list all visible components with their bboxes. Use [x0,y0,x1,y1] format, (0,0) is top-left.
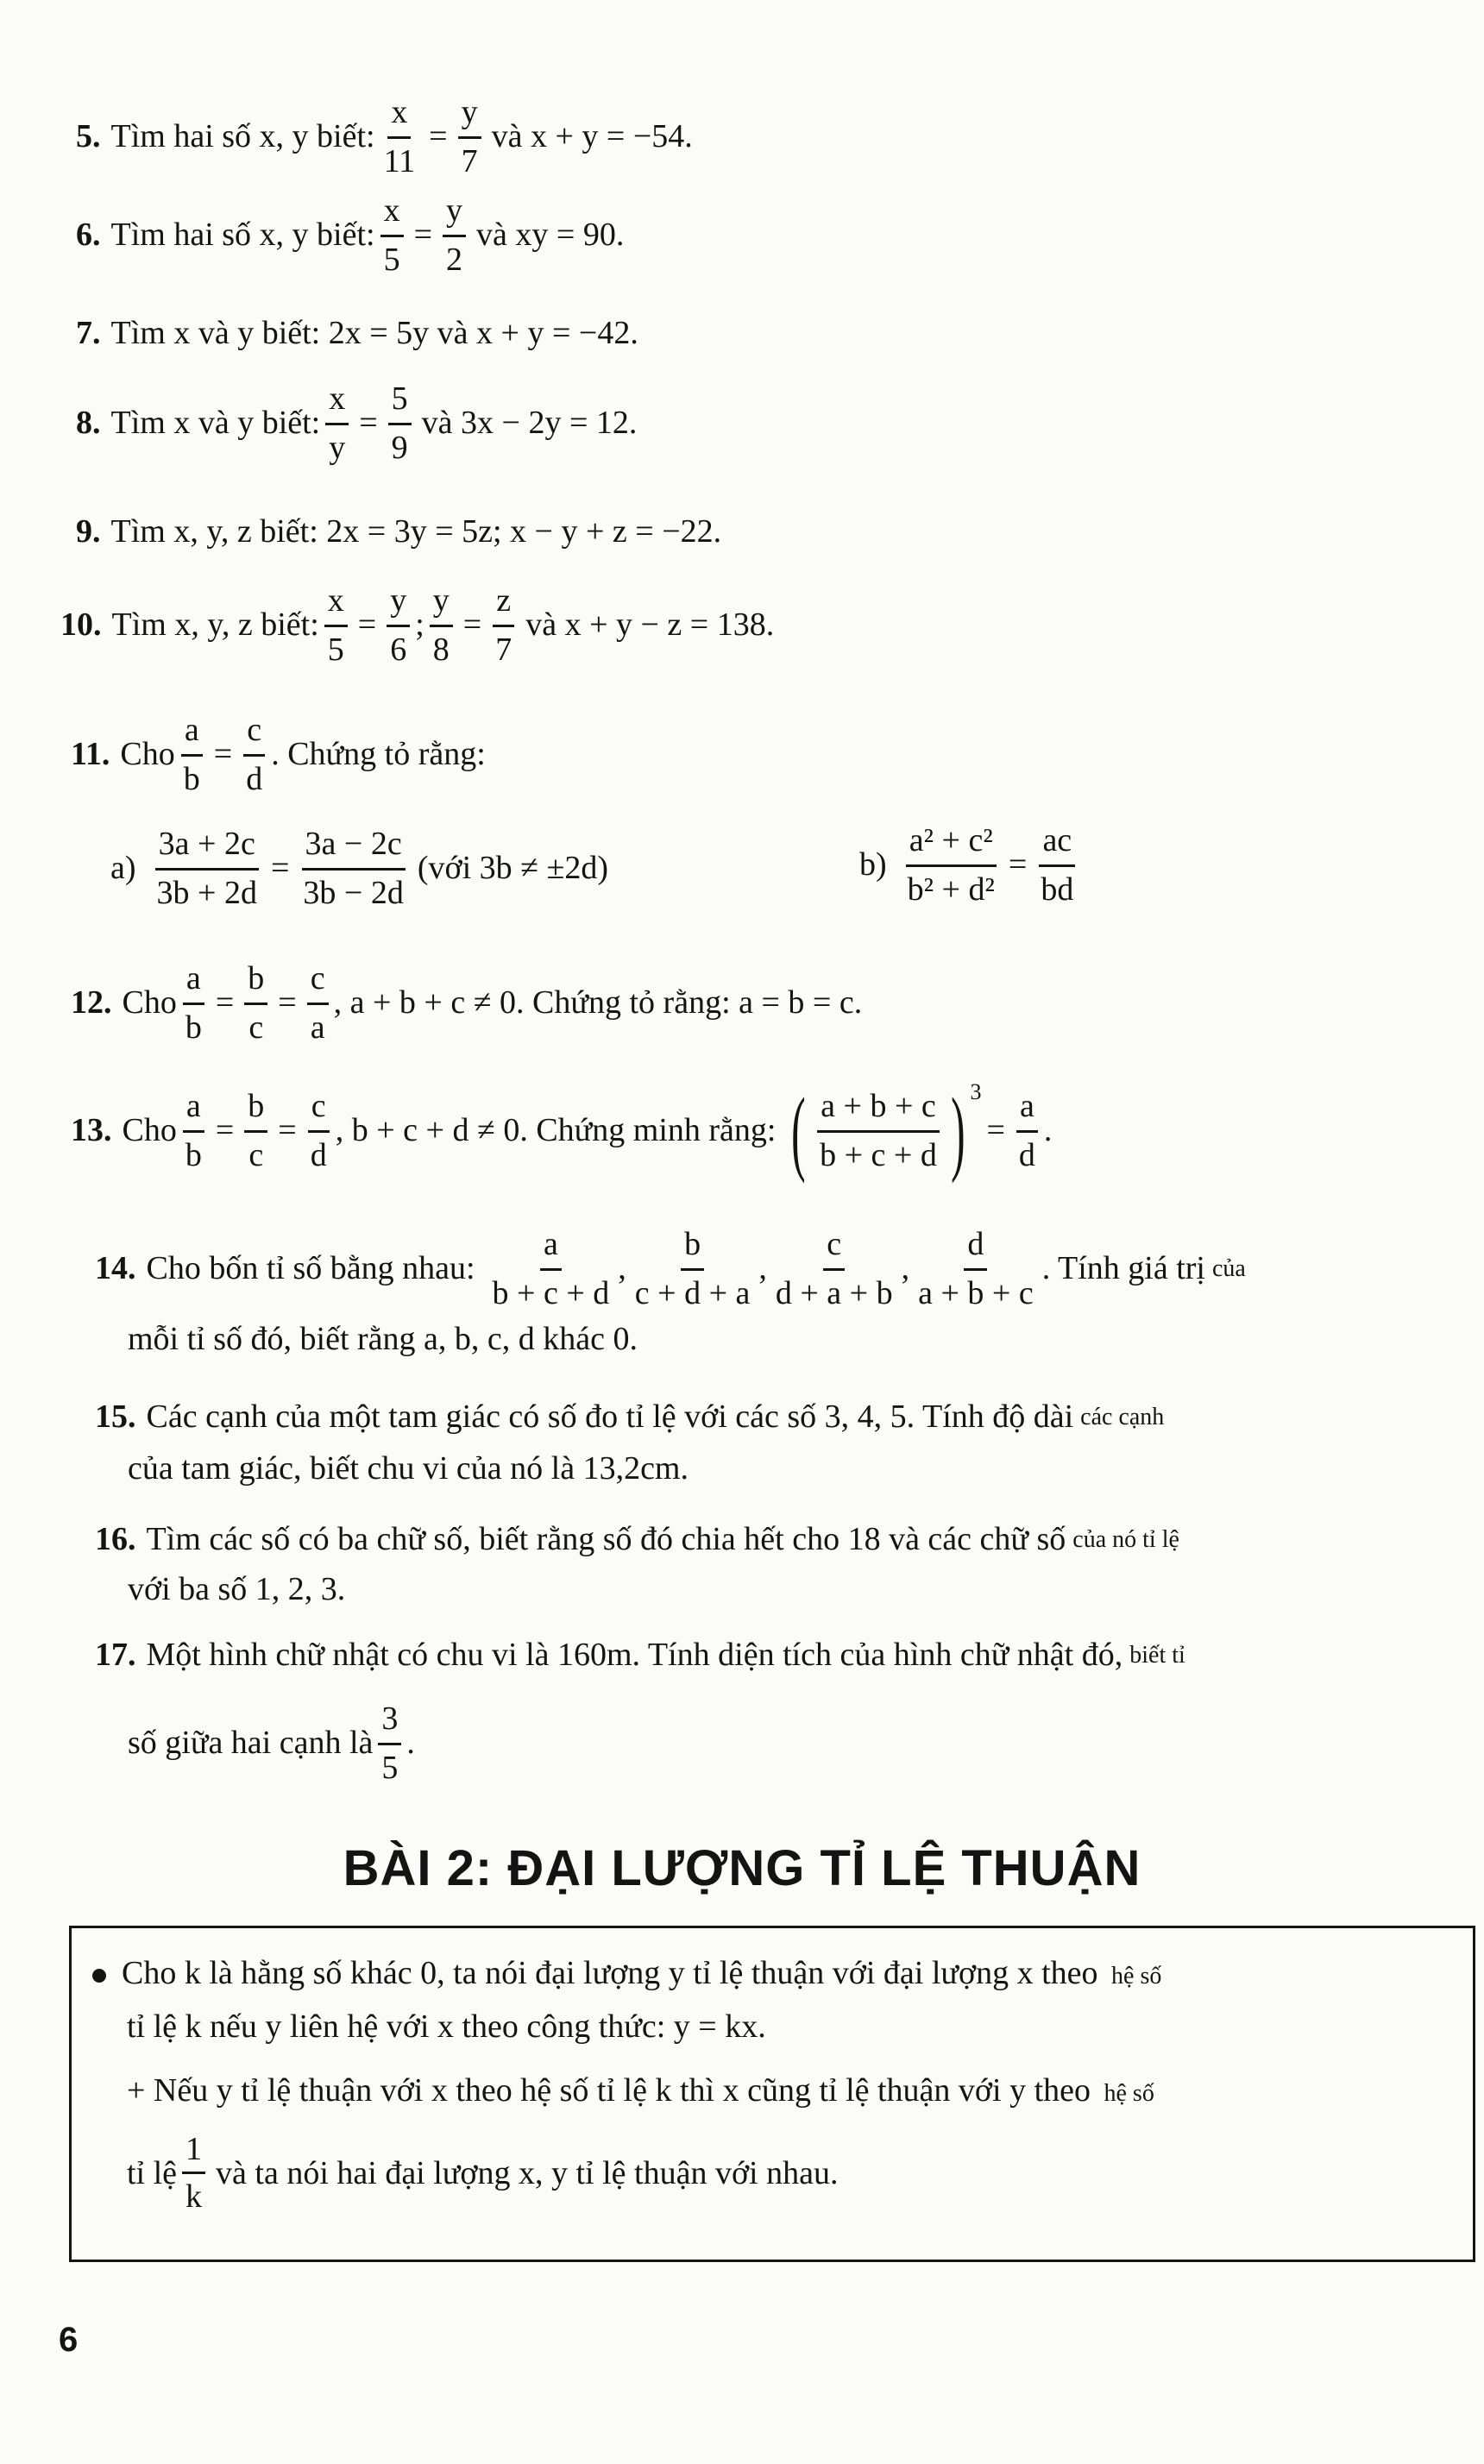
fraction: $\frac{x}{11}$ [383,94,416,179]
problem-tail: . Chứng tỏ rằng: [271,736,486,773]
note-line1: + Nếu y tỉ lệ thuận với x theo hệ số tỉ lệ k thì x cũng tỉ lệ thuận với y theo hệ số [127,2072,1154,2109]
fraction: $\frac{a + b + c}{b + c + d}$ [816,1087,940,1175]
fraction: $\frac{y}{7}$ [458,93,481,181]
sub-label: a) [110,850,136,887]
problem-number: 5. [76,118,101,155]
fraction: $\frac{b}{c}$ [244,1087,267,1175]
problem-7 [76,314,1484,354]
fraction: $\frac{3a - 2c}{3b - 2d}$ [303,826,404,911]
problem-number: 8. [76,405,101,442]
bullet-icon [92,1969,106,1983]
fraction: $\frac{x}{y}$ [325,380,349,468]
problem-tail: và xy = 90. [476,217,625,254]
fraction: $\frac{y}{6}$ [387,581,410,669]
problem-tail: và 3x − 2y = 12. [421,405,638,442]
problem-16-line2: với ba số 1, 2, 3. [128,1571,346,1607]
fraction: $\frac{d}{a + b + c}$ [918,1226,1034,1311]
problem-17-line2: số giữa hai cạnh là $\frac{3}{5}$ . [128,1700,1484,1788]
bullet-1-line2: tỉ lệ k nếu y liên hệ với x theo công thức: y = kx. [127,2008,766,2045]
right-paren: ) [950,1078,965,1184]
problem-11b: b) $\frac{\text{a² + c²}}{\text{b² + d²}}$ = $\frac{ac}{bd}$ [859,821,1082,909]
condition: (với 3b ≠ ±2d) [417,850,609,887]
fraction: $\frac{3a + 2c}{3b + 2d}$ [156,826,257,911]
problem-number: 10. [60,607,102,644]
problem-number: 17. [95,1637,136,1673]
problem-15-line2: của tam giác, biết chu vi của nó là 13,2cm. [128,1450,689,1487]
problem-11a: a) $\frac{3a + 2c}{3b + 2d}$ = $\frac{3a - 2c}{3b - 2d}$ (với 3b ≠ ±2d) [110,825,613,913]
problem-16: 16. Tìm các số có ba chữ số, biết rằng số đó chia hết cho 18 và các chữ số của nó tỉ lệ [95,1520,1484,1560]
fraction: $\frac{a}{d}$ [1016,1087,1039,1175]
definition-box [69,1926,1475,2262]
fraction: $\frac{b}{c}$ [244,959,267,1047]
problem-number: 15. [95,1399,136,1435]
problem-number: 9. [76,513,101,550]
fraction: $\frac{1}{k}$ [182,2130,205,2216]
problem-text: Tìm x và y biết: [110,405,321,442]
section-title: BÀI 2: ĐẠI LƯỢNG TỈ LỆ THUẬN [343,1840,1141,1896]
bullet-1-line1: Cho k là hằng số khác 0, ta nói đại lượng y tỉ lệ thuận với đại lượng x theo hệ số [92,1954,1161,1992]
problem-10: 10. Tìm x, y, z biết: $\frac{x}{5}$ = $\frac{y}{6}$ ; $\frac{y}{8}$ = $\frac{z}{7}$ và x + y − z = 138. [60,581,1484,669]
problem-8: 8. Tìm x và y biết: $\frac{x}{y}$ = $\frac{5}{9}$ và 3x − 2y = 12. [76,380,1484,468]
problem-text: Tìm hai số x, y biết: [110,118,375,155]
problem-number: 12. [71,984,112,1021]
problem-text: Tìm x, y, z biết: 2x = 3y = 5z; x − y + z = −22. [110,513,722,550]
fraction: $\frac{y}{8}$ [430,581,453,669]
problem-text: Tìm hai số x, y biết: [110,217,375,254]
note-line2: tỉ lệ $\frac{1}{k}$ và ta nói hai đại lượng x, y tỉ lệ thuận với nhau. [127,2131,839,2215]
fraction: $\frac{ac}{bd}$ [1041,822,1074,908]
fraction: $\frac{c}{d}$ [242,711,266,799]
fraction: $\frac{y}{2}$ [443,192,466,280]
problem-number: 16. [95,1521,136,1557]
fraction: $\frac{a}{b + c + d}$ [492,1226,610,1311]
fraction: $\frac{x}{5}$ [324,581,348,669]
problem-14-line2: mỗi tỉ số đó, biết rằng a, b, c, d khác 0. [128,1321,638,1357]
fraction: $\frac{c}{d}$ [307,1087,330,1175]
fraction: $\frac{a}{b}$ [180,711,204,799]
fraction: $\frac{c}{a}$ [307,959,329,1047]
left-paren: ( [791,1078,807,1184]
problem-5: 5. Tìm hai số x, y biết: $\frac{x}{11}$ = $\frac{y}{7}$ và x + y = −54. [76,93,1484,181]
problem-mid: , b + c + d ≠ 0. Chứng minh rằng: [335,1112,777,1149]
problem-14: 14. Cho bốn tỉ số bằng nhau: $\frac{a}{b + c + d}$ , $\frac{b}{c + d + a}$ , $\frac{c}{d + a + b}$ , $\frac{d}{a + b + c}$ . Tính giá trị của [95,1225,1246,1313]
problem-6: 6. Tìm hai số x, y biết: $\frac{x}{5}$ = $\frac{y}{2}$ và xy = 90. [76,192,1484,280]
fraction: $\frac{b}{c + d + a}$ [634,1226,751,1311]
problem-11: 11. Cho $\frac{a}{b}$ = $\frac{c}{d}$ . Chứng tỏ rằng: [71,711,1484,799]
page-number: 6 [59,2321,79,2359]
problem-number: 6. [76,217,101,254]
problem-15: 15. Các cạnh của một tam giác có số đo tỉ lệ với các số 3, 4, 5. Tính độ dài các cạnh [95,1398,1484,1437]
fraction: $\frac{x}{5}$ [380,192,404,280]
problem-tail: và x + y − z = 138. [525,607,775,644]
problem-text: Tìm x và y biết: 2x = 5y và x + y = −42. [110,315,638,351]
fraction: $\frac{a}{b}$ [182,959,205,1047]
problem-tail: , a + b + c ≠ 0. Chứng tỏ rằng: a = b = c. [333,984,863,1021]
problem-number: 14. [95,1250,136,1287]
problem-number: 11. [71,736,110,773]
problem-13: 13. Cho $\frac{a}{b}$ = $\frac{b}{c}$ = $\frac{c}{d}$ , b + c + d ≠ 0. Chứng minh rằng: ( $\frac{a + b + c}{b + c + d}$ ) 3 = $\frac{a}{d}$ . [71,1078,1053,1184]
problem-9 [76,512,1484,552]
fraction: $\frac{a}{b}$ [182,1087,205,1175]
fraction: $\frac{5}{9}$ [388,380,412,468]
fraction: $\frac{c}{d + a + b}$ [775,1226,893,1311]
fraction: $\frac{3}{5}$ [378,1700,401,1788]
problem-number: 13. [71,1112,112,1149]
fraction: $\frac{z}{7}$ [492,581,515,669]
sub-label: b) [859,846,887,883]
problem-tail: và x + y = −54. [491,118,693,155]
problem-12: 12. Cho $\frac{a}{b}$ = $\frac{b}{c}$ = $\frac{c}{a}$ , a + b + c ≠ 0. Chứng tỏ rằng: a = b = c. [71,959,1484,1047]
problem-text: Tìm x, y, z biết: [111,607,319,644]
problem-17: 17. Một hình chữ nhật có chu vi là 160m. Tính diện tích của hình chữ nhật đó, biết tỉ [95,1636,1484,1675]
fraction: $\frac{\text{a² + c²}}{\text{b² + d²}}$ [907,822,995,908]
problem-number: 7. [76,315,101,351]
exponent: 3 [970,1079,982,1104]
